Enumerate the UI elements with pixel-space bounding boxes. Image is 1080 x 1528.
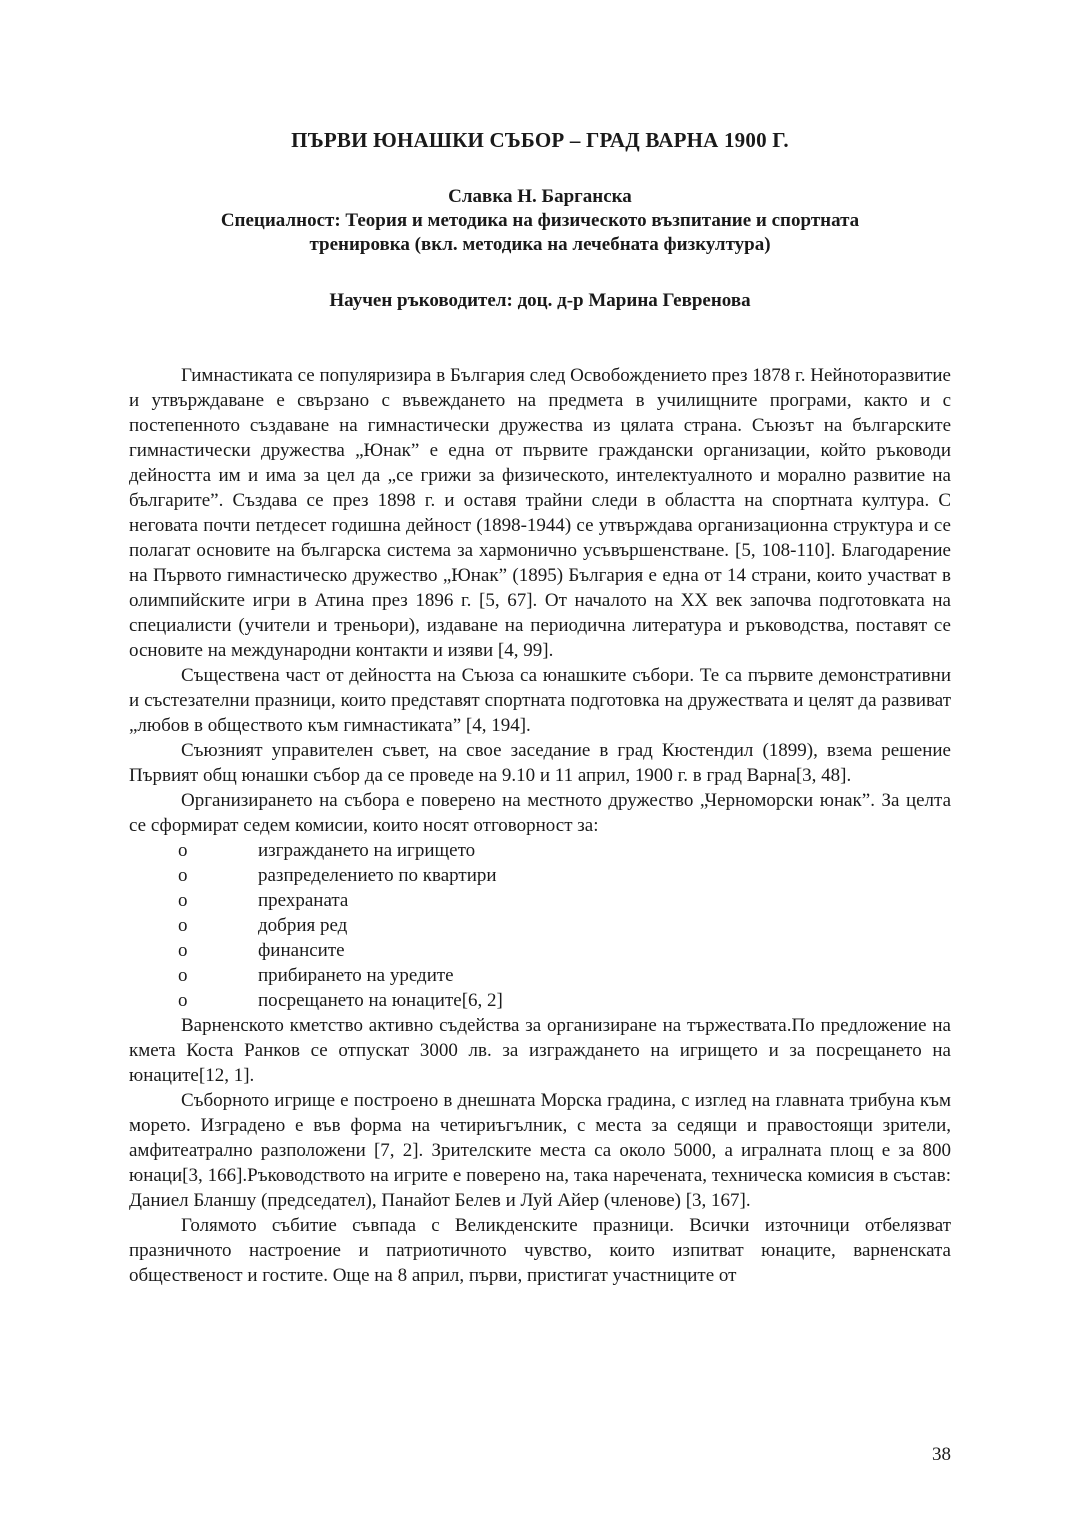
paragraph: Варненското кметство активно съдейства за организиране на тържествата.По предложение на кмета Коста Ранков се отпускат 3000 лв. за изграждането на игрището и за посрещането на юнаците[12, 1]. (129, 1015, 951, 1086)
list-item-text: посрещането на юнаците[6, 2] (258, 990, 503, 1011)
bullet-icon: o (178, 840, 188, 861)
paragraph: Организирането на събора е поверено на местното дружество „Черноморски юнак”. За целта се сформират седем комисии, които носят отговорност за: (129, 790, 951, 836)
bullet-icon: o (178, 990, 188, 1011)
list-item (129, 913, 951, 938)
specialty-line-2: тренировка (вкл. методика на лечебната физкултура) (309, 234, 771, 255)
list-item-text: прехраната (258, 890, 349, 911)
bullet-icon: o (178, 890, 188, 911)
paragraph: Съборното игрище е построено в днешната Морска градина, с изглед на главната трибуна към морето. Изградено е във форма на четириъгълник, с места за седящи и правостоящи зрители, амфитеатрално разположени [7, 2]. Зрителските места са около 5000, а игралната площ е за 800 юнаци[3, 166].Ръководството на игрите е поверено на, така наречената, техническа комисия в състав: Даниел Бланшу (председател), Панайот Белев и Луй Айер (членове) [3, 167]. (129, 1090, 951, 1211)
article-body (129, 363, 951, 1288)
list-item (129, 988, 951, 1013)
paragraph: Гимнастиката се популяризира в България след Освобождението през 1878 г. Нейноторазвитие и утвърждаване е свързано с въвеждането на предмета в училищните програми, както и с постепенното създаване на гимнастически дружества из цялата страна. Съюзът на българските гимнастически дружества „Юнак” е една от първите граждански организации, който ръководи дейността им и има за цел да „се грижи за физическото, интелектуалното и морално развитие на българите”. Създава се през 1898 г. и оставя трайни следи в областта на спортната култура. С неговата почти петдесет годишна дейност (1898-1944) се утвърждава организационна структура и се полагат основите на българска система за хармонично усъвършенстване. [5, 108-110]. Благодарение на Първото гимнастическо дружество „Юнак” (1895) България е една от 14 страни, които участват в олимпийските игри в Атина през 1896 г. [5, 67]. От началото на ХХ век започва подготовката на специалисти (учители и треньори), издаване на периодична литература и ръководства, поставят се основите на международни контакти и изяви [4, 99]. (129, 365, 951, 661)
list-item-text: прибирането на уредите (258, 965, 454, 986)
list-item-text: финансите (258, 940, 345, 961)
list-item (129, 938, 951, 963)
paragraph: Съюзният управителен съвет, на свое заседание в град Кюстендил (1899), взема решение Първият общ юнашки събор да се проведе на 9.10 и 11 април, 1900 г. в град Варна[3, 48]. (129, 740, 951, 786)
list-item (129, 863, 951, 888)
paragraph: Голямото събитие съвпада с Великденските празници. Всички източници отбелязват празничното настроение и патриотичното чувство, които изпитват юнаците, варненската общественост и гостите. Още на 8 април, първи, пристигат участниците от (129, 1215, 951, 1286)
specialty-line-1: Специалност: Теория и методика на физическото възпитание и спортната (220, 210, 860, 231)
list-item (129, 888, 951, 913)
scientific-advisor: Научен ръководител: доц. д-р Марина Гевренова (329, 290, 751, 311)
bullet-icon: o (178, 915, 188, 936)
page-number: 38 (932, 1444, 951, 1465)
author-block (129, 185, 951, 257)
list-item-text: изграждането на игрището (258, 840, 476, 861)
list-item-text: добрия ред (258, 915, 348, 936)
bullet-icon: o (178, 865, 188, 886)
paragraph: Съществена част от дейността на Съюза са юнашките събори. Те са първите демонстративни и състезателни празници, които представят спортната подготовка на дружествата и целят да развиват „любов в обществото към гимнастиката” [4, 194]. (129, 665, 951, 736)
document-title: ПЪРВИ ЮНАШКИ СЪБОР – ГРАД ВАРНА 1900 Г. (291, 128, 789, 152)
list-item-text: разпределението по квартири (258, 865, 497, 886)
author-name: Славка Н. Барганска (448, 186, 632, 207)
list-item (129, 838, 951, 863)
bullet-icon: o (178, 965, 188, 986)
bullet-icon: o (178, 940, 188, 961)
list-item (129, 963, 951, 988)
commissions-list (129, 838, 951, 1013)
